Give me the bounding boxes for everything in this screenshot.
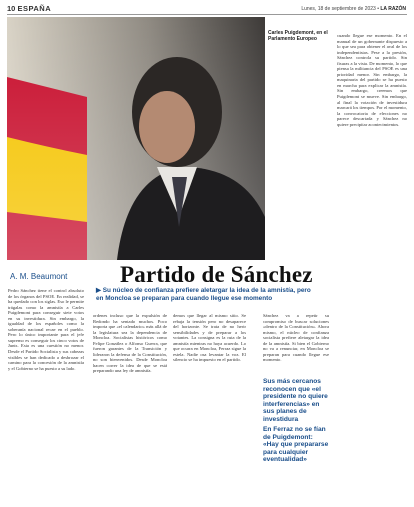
byline: A. M. Beaumont: [10, 272, 68, 281]
publication-name: LA RAZÓN: [380, 6, 406, 12]
header-divider: [7, 14, 407, 15]
issue-date: Lunes, 18 de septiembre de 2023: [301, 6, 376, 12]
pull-quote: En Ferraz no se fían de Puigdemont: «Hay que prepararse para cualquier eventualidad»: [263, 426, 329, 464]
column-text: Sánchez va a repetir su compromiso de buscar soluciones «dentro de la Constitución». Ahora mismo, el núcleo de confianza socialista prefiere aletargar la idea de la amnistía. Si bien el Gobierno no va a renunciar, en Moncloa se preparan para cuando llegue ese momento.: [263, 313, 329, 363]
page-header-left: [7, 4, 51, 13]
column-text: ordenes incluso que la expulsión de Redondo ha sentado muchos. Poco importa que «el calendario» más allá de la legislatura sea la dependencia de Moncloa. Socialistas históricos como Felipe González o Alfonso Guerra, que fueron garantes de la Transición y lideraron la defensa de la Constitución, no son bienvenidos. Desde Moncloa hacen correr la idea de que se está preparando una ley de amnistía.: [93, 313, 167, 374]
lead-photo: [7, 17, 265, 260]
page-header-right: Lunes, 18 de septiembre de 2023 • LA RAZÓN: [301, 6, 406, 12]
column-text: cuando llegue ese momento. En el manual de un gobernante dispuesto a lo que sea para obtener el aval de los independentistas. Pese a la presión, Sánchez controla su partido. Sin fisuras a la vista. De momento, lo que piensa la militancia del PSOE es una prioridad menor. Sin embargo, la maquinaria del partido se ha puesto en marcha para explicar la amnistía. Sin embargo, creemos que Puigdemont se mueve. Sin embargo, al final la votación de investidura marcará los tiempos. Por el momento, la convocatoria de elecciones no parece descartada y Sánchez no quiere precipitar acontecimientos.: [337, 33, 407, 127]
pull-quote: Sus más cercanos reconocen que «el presidente no quiere interferencias» en sus planes de investidura: [263, 378, 328, 423]
photo-caption: Carles Puigdemont, en el Parlamento Europeo: [268, 30, 328, 42]
article-column: [337, 33, 407, 127]
deck: ▶ Su núcleo de confianza prefiere aletargar la idea de la amnistía, pero en Moncloa se preparan para cuando llegue ese momento: [96, 287, 311, 302]
headline: Partido de Sánchez: [120, 262, 313, 287]
deck-text: Su núcleo de confianza prefiere aletargar la idea de la amnistía, pero en Moncloa se preparan para cuando llegue ese momento: [96, 287, 311, 302]
article-column: [93, 313, 167, 374]
page-number: 10: [7, 4, 16, 13]
article-column: [8, 288, 84, 371]
section-title: ESPAÑA: [17, 4, 52, 13]
article-column: [173, 313, 246, 363]
article-column: [263, 313, 329, 363]
column-text: demos que llegar al mismo sitio. Se rebaja la tensión pero no desaparece del horizonte. Se trata de no herir sensibilidades y de preparar a los votantes. La consigna es la ruta de la amnistía mientras no haya acuerdo. Lo que ocurra en Moncloa, Ferraz sigue la estela. Nadie osa levantar la voz. El silencio se ha impuesto en el partido.: [173, 313, 246, 363]
column-text: Pedro Sánchez tiene el control absoluto de los órganos del PSOE. En realidad, se ha quedado con los siglas. Eso le permite trágalas como la amnistía a Carles Puigdemont para conseguir siete votos en su investidura. Sin embargo, la igualdad de los españoles como la soberanía nacional recae en el pueblo. Pero lo único importante para el jefe supremo es conseguir los cinco votos de Junts. Esta es una cuestión no menor. Desde el Partido Socialista y sus cabezas visibles se han dedicado a desbrozar el camino para la concesión de la amnistía y el Gobierno se ha puesto a su lado.: [8, 288, 84, 371]
